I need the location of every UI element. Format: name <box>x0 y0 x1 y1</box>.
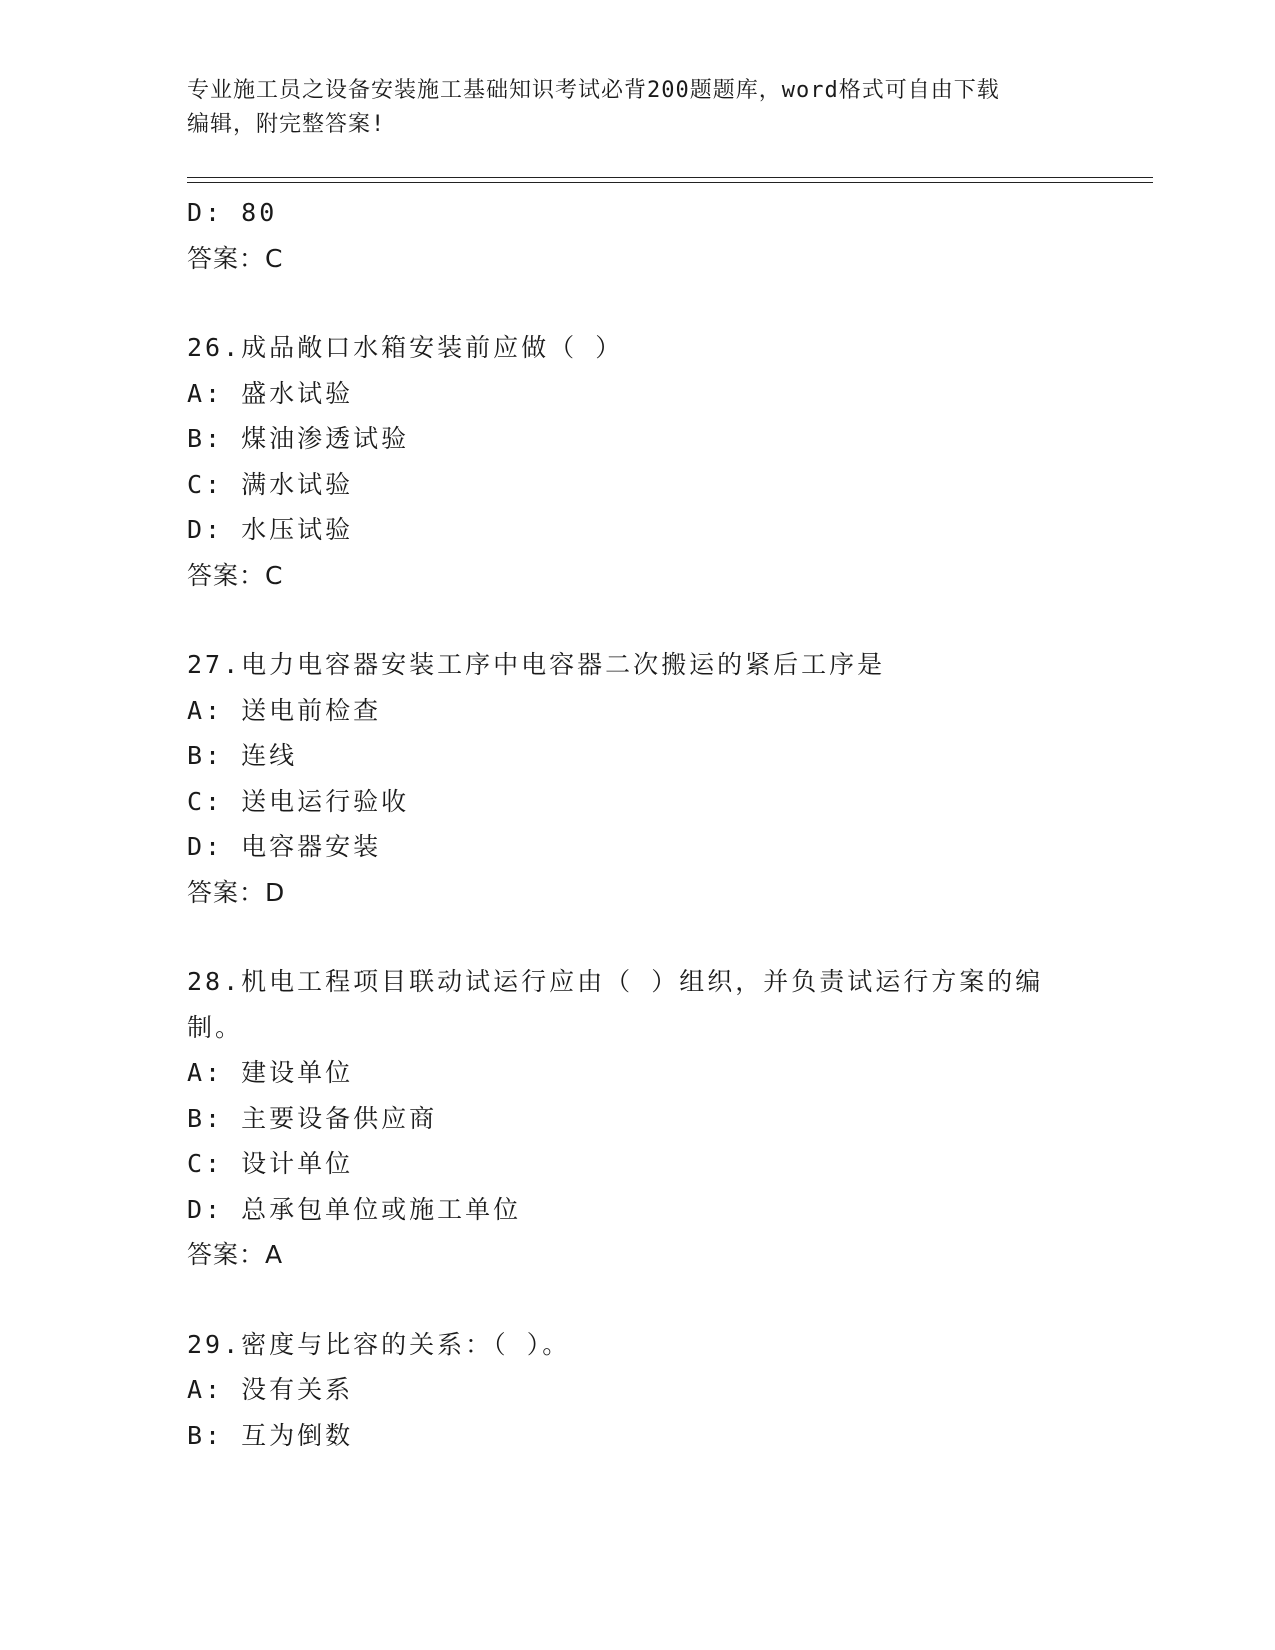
question-stem: 29.密度与比容的关系：（ ）。 <box>187 1329 571 1359</box>
header-title-line-1: 专业施工员之设备安装施工基础知识考试必背200题题库，word格式可自由下载 <box>187 78 1000 103</box>
option-d: D: 总承包单位或施工单位 <box>187 1194 522 1224</box>
spacer <box>187 598 1087 642</box>
option-b: B: 煤油渗透试验 <box>187 424 410 453</box>
option-b: B: 主要设备供应商 <box>187 1103 438 1133</box>
question-stem-line-1: 28.机电工程项目联动试运行应由（ ）组织，并负责试运行方案的编 <box>187 967 1044 996</box>
header-divider-bottom <box>187 182 1153 183</box>
option-b: B: 连线 <box>187 741 298 770</box>
question-block-28 <box>187 959 1087 1278</box>
option-c: C: 设计单位 <box>187 1149 354 1178</box>
option-a: A: 建设单位 <box>187 1058 354 1087</box>
option-a: A: 没有关系 <box>187 1375 354 1404</box>
header-title-line-2: 编辑，附完整答案! <box>187 112 386 137</box>
document-header <box>187 74 1067 142</box>
option-a: A: 盛水试验 <box>187 378 354 408</box>
question-block-26 <box>187 325 1087 598</box>
option-c: C: 满水试验 <box>187 469 354 499</box>
question-block-27 <box>187 642 1087 915</box>
header-divider-top <box>187 177 1153 178</box>
spacer <box>187 281 1087 325</box>
question-block-previous <box>187 190 1087 281</box>
answer-line: 答案：C <box>187 243 284 273</box>
spacer <box>187 1278 1087 1322</box>
option-b: B: 互为倒数 <box>187 1420 354 1450</box>
question-stem: 26.成品敞口水箱安装前应做（ ） <box>187 333 624 362</box>
option-d: D: 水压试验 <box>187 515 354 544</box>
question-block-29 <box>187 1322 1087 1459</box>
option-a: A: 送电前检查 <box>187 695 382 725</box>
option-c: C: 送电运行验收 <box>187 786 410 816</box>
answer-line: 答案：A <box>187 1240 284 1269</box>
question-list <box>187 190 1087 1458</box>
question-stem-line-2: 制。 <box>187 1012 244 1042</box>
option-d: D: 80 <box>187 198 278 227</box>
spacer <box>187 915 1087 959</box>
option-d: D: 电容器安装 <box>187 832 382 861</box>
answer-line: 答案：C <box>187 560 284 590</box>
question-stem: 27.电力电容器安装工序中电容器二次搬运的紧后工序是 <box>187 650 886 679</box>
answer-line: 答案：D <box>187 877 286 907</box>
